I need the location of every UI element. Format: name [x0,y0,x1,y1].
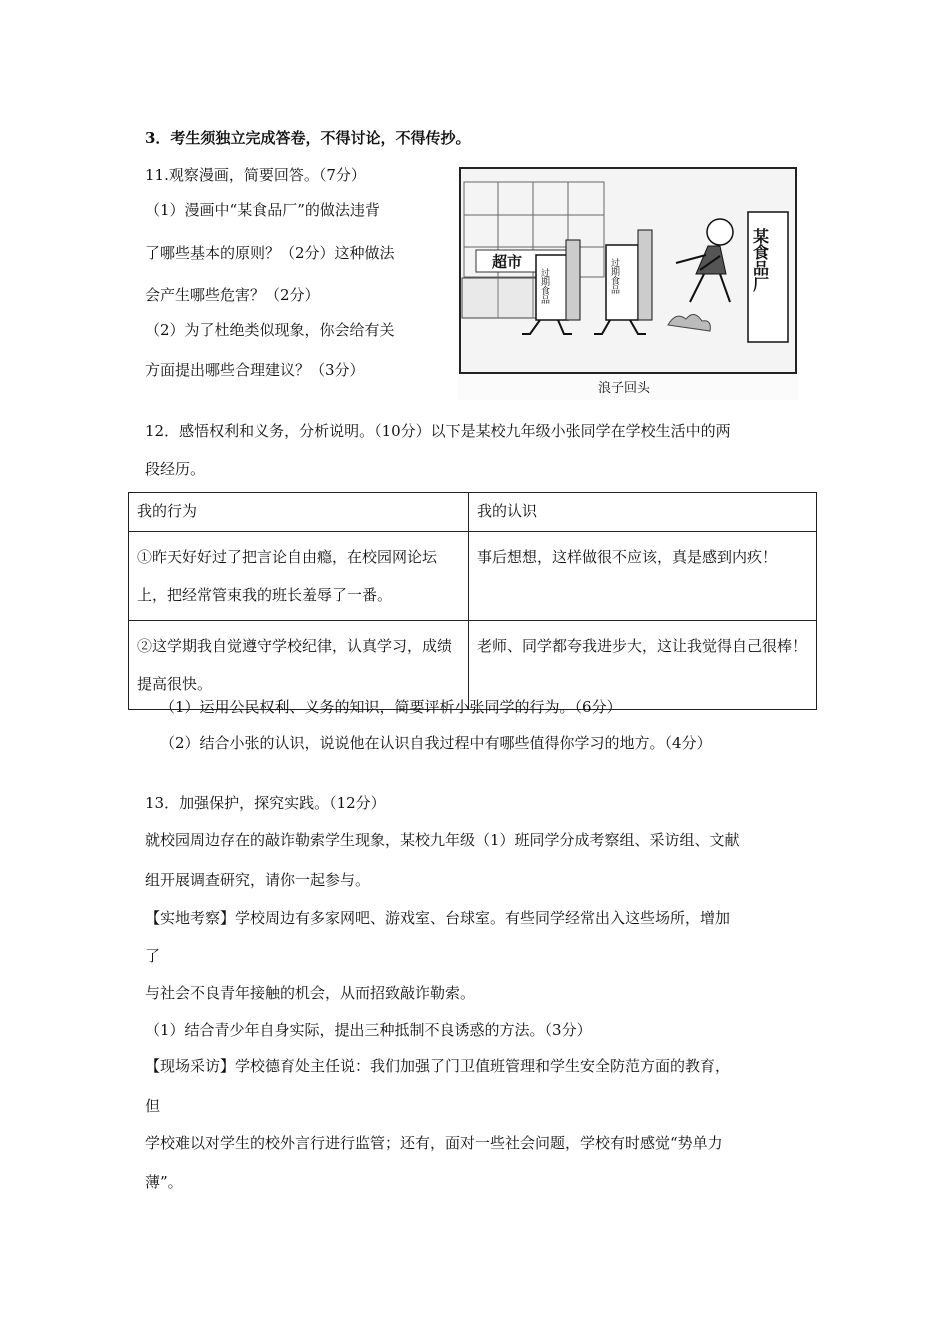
table-header-row [129,493,817,532]
q13-survey-line2: 了 [145,947,161,965]
table-header-behavior: 我的行为 [129,493,469,532]
table-cell: ①昨天好好过了把言论自由瘾，在校园网论坛上，把经常管束我的班长羞辱了一番。 [129,532,469,621]
q11-part1-line1: （1）漫画中“某食品厂”的做法违背 [145,201,380,219]
q13-survey-line1: 【实地考察】学校周边有多家网吧、游戏室、台球室。有些同学经常出入这些场所，增加 [145,909,731,927]
q13-title: 13．加强保护，探究实践。（12分） [145,794,386,812]
table-header-understanding: 我的认识 [469,493,817,532]
table-cell: 事后想想，这样做很不应该，真是感到内疚！ [469,532,817,621]
table-row [129,532,817,621]
q12-title-line2: 段经历。 [145,460,206,478]
box2-label: 过期食品 [609,258,619,294]
q13-intro-line2: 组开展调查研究，请你一起参与。 [145,871,371,889]
q12-title-line1: 12．感悟权利和义务，分析说明。（10分）以下是某校九年级小张同学在学校生活中的两 [145,422,731,440]
q13-survey-line3: 与社会不良青年接触的机会，从而招致敲诈勒索。 [145,984,476,1002]
q11-part1-line3: 会产生哪些危害？（2分） [145,286,320,304]
supermarket-sign: 超市 [492,253,523,271]
box1-label: 过期食品 [539,268,549,304]
q13-sub1: （1）结合青少年自身实际，提出三种抵制不良诱惑的方法。（3分） [145,1021,592,1039]
q13-intro-line1: 就校园周边存在的敲诈勒索学生现象，某校九年级（1）班同学分成考察组、采访组、文献 [145,831,740,849]
factory-label: 某食品厂 [750,228,770,292]
q11-part1-line2: 了哪些基本的原则？（2分）这种做法 [145,244,395,262]
q11-part2-line2: 方面提出哪些合理建议？（3分） [145,361,365,379]
q11-part2-line1: （2）为了杜绝类似现象，你会给有关 [145,321,395,339]
q12-sub1: （1）运用公民权利、义务的知识，简要评析小张同学的行为。（6分） [160,698,622,716]
q13-interview-line4: 薄”。 [145,1173,183,1191]
table-cell: ②这学期我自觉遵守学校纪律，认真学习，成绩提高很快。 [129,621,469,710]
q13-interview-line3: 学校难以对学生的校外言行进行监管；还有，面对一些社会问题，学校有时感觉“势单力 [145,1134,723,1152]
q12-sub2: （2）结合小张的认识，说说他在认识自我过程中有哪些值得你学习的地方。（4分） [160,734,712,752]
cartoon-illustration [458,160,798,400]
q13-interview-line1: 【现场采访】学校德育处主任说：我们加强了门卫值班管理和学生安全防范方面的教育， [145,1057,731,1075]
q12-table [128,492,817,710]
rule-3: 3．考生须独立完成答卷，不得讨论，不得传抄。 [145,129,471,147]
cartoon-caption: 浪子回头 [598,381,651,396]
table-cell: 老师、同学都夸我进步大，这让我觉得自己很棒！ [469,621,817,710]
q13-interview-line2: 但 [145,1097,161,1115]
q11-title: 11.观察漫画，简要回答。（7分） [145,166,366,184]
